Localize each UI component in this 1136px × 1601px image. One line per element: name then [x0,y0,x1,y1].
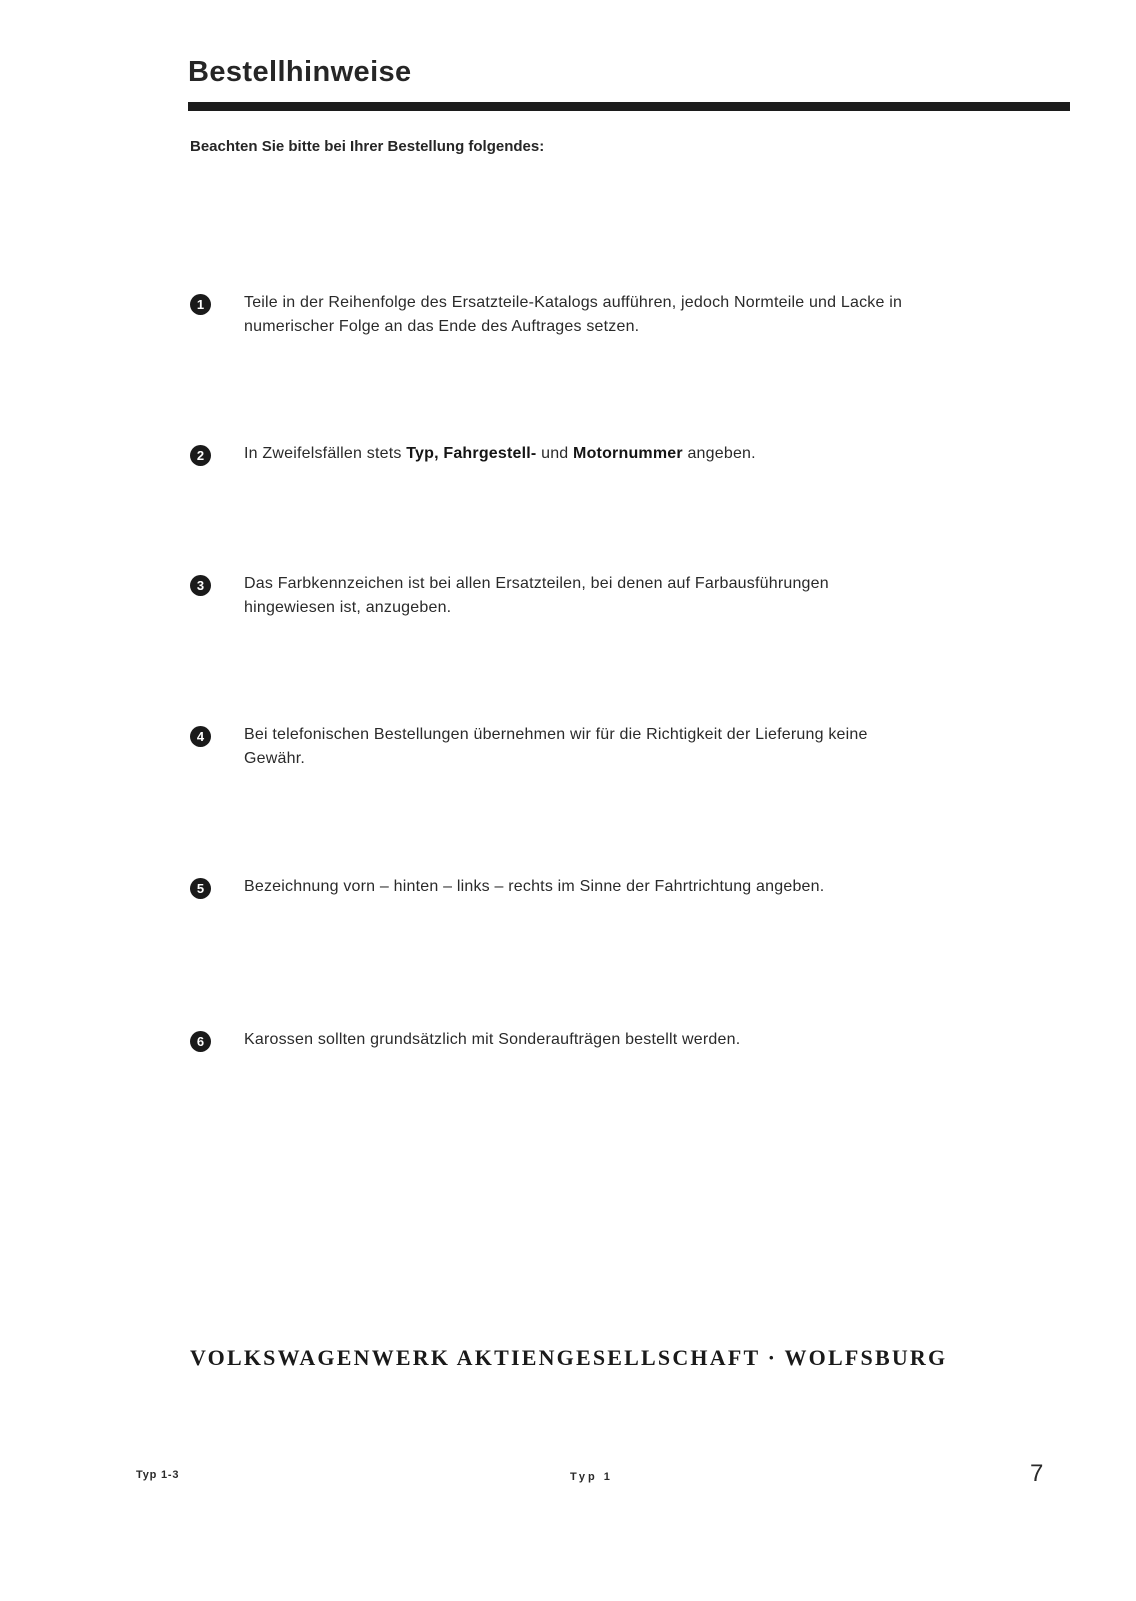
item-2-bold-comma: , [434,445,444,462]
intro-text: Beachten Sie bitte bei Ihrer Bestellung folgendes: [190,138,545,155]
item-text-1: Teile in der Reihenfolge des Ersatzteile-Katalogs aufführen, jedoch Normteile und Lacke in numerischer Folge an das Ende des Auftrages setzen. [244,294,903,335]
company-name: VOLKSWAGENWERK AKTIENGESELLSCHAFT · WOLFSBURG [190,1345,948,1370]
page-number: 7 [1030,1460,1044,1487]
item-2-text-b: und [536,445,574,462]
number-badge-3: 3 [190,575,211,596]
footer-type: Typ 1 [570,1471,613,1483]
number-badge-4: 4 [190,726,211,747]
item-text-2 [244,442,914,466]
title-rule [188,102,1070,111]
item-2-text-c: angeben. [682,445,756,462]
item-text-6: Karossen sollten grundsätzlich mit Sonderaufträgen bestellt werden. [244,1031,741,1048]
item-2-text-a: In Zweifelsfällen stets [244,445,407,462]
number-badge-2: 2 [190,445,211,466]
footer-type-range: Typ 1-3 [136,1469,180,1481]
item-text-3: Das Farbkennzeichen ist bei allen Ersatzteilen, bei denen auf Farbausführungen hingewiesen ist, anzugeben. [244,575,829,616]
item-2-bold-typ: Typ [406,445,435,462]
number-badge-6: 6 [190,1031,211,1052]
number-badge-5: 5 [190,878,211,899]
item-2-bold-motornummer: Motornummer [573,445,683,462]
item-text-5: Bezeichnung vorn – hinten – links – rechts im Sinne der Fahrtrichtung angeben. [244,878,825,895]
item-text-4: Bei telefonischen Bestellungen übernehmen wir für die Richtigkeit der Lieferung keine Gewähr. [244,726,868,767]
item-2-bold-fahrgestell: Fahrgestell- [443,445,537,462]
page-title: Bestellhinweise [188,56,412,88]
number-badge-1: 1 [190,294,211,315]
